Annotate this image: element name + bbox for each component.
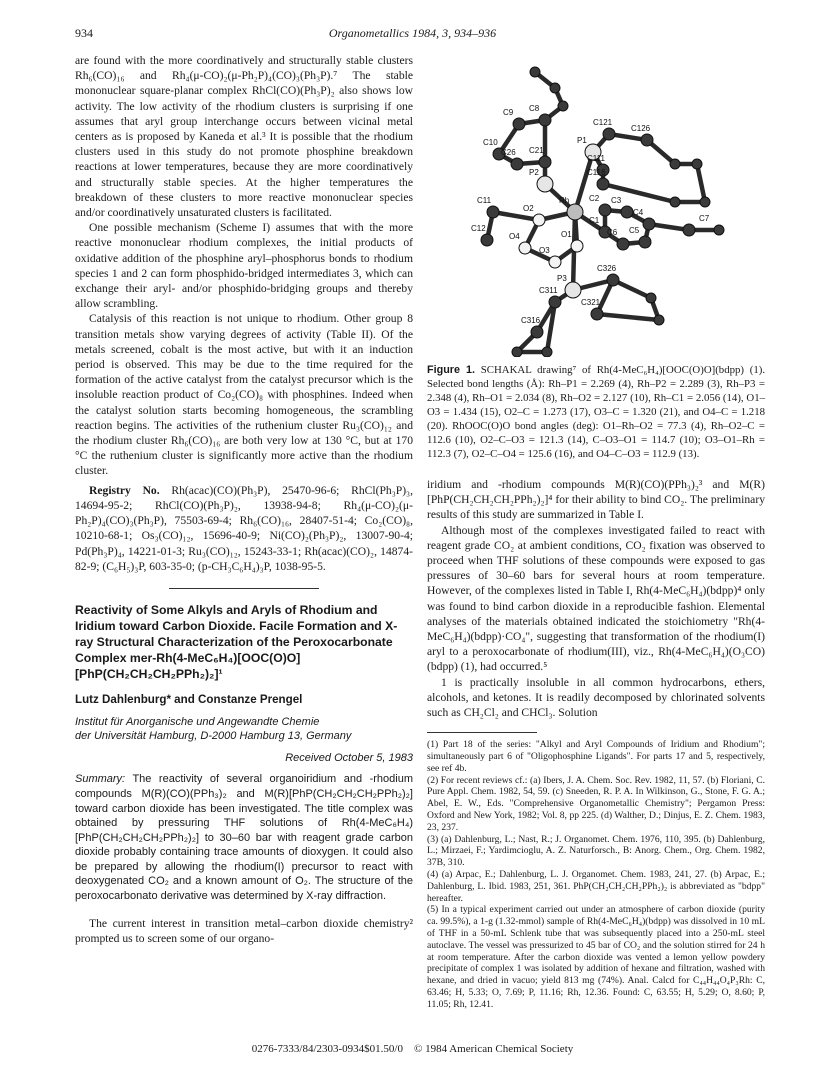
footnote-4: (4) (a) Arpac, E.; Dahlenburg, L. J. Organomet. Chem. 1983, 241, 27. (b) Arpac, E.; Dahlenburg, L. Ibid. 1983, 251, 361. PhP(CH₂CH₂CH₂PPh₂)₂ is abbreviated as "bdpp" hereafter. — [427, 869, 765, 904]
atom-c4 — [643, 218, 655, 230]
atom-label-c8: C8 — [529, 104, 540, 113]
atom-c326 — [607, 274, 619, 286]
atom-c11 — [487, 206, 499, 218]
atom-label-c26: C26 — [501, 148, 516, 157]
atom-label-c311: C311 — [539, 286, 558, 295]
atom-label-c7: C7 — [699, 214, 710, 223]
atom-c5 — [639, 236, 651, 248]
left-paragraph-2: One possible mechanism (Scheme I) assumes that with the more reactive mononuclear rhodium complexes, the initial products of oxidative addition of the phosphine aryl–phosphorus bonds to rhodium species 1 and 2 can form phosphido-bridged intermediates 3, which can exchange their aryl- and/or phosphido-bridging groups and thereby allow scrambling. — [75, 221, 413, 311]
atom-o1 — [571, 240, 583, 252]
atom-c9 — [513, 118, 525, 130]
footnote-3: (3) (a) Dahlenburg, L.; Nast, R.; J. Organomet. Chem. 1976, 110, 395. (b) Dahlenburg, L.; Mirzaei, F.; Yardimcioglu, A. Z. Naturforsch., B: Anorg. Chem., Org. Chem. 1982, 37B, 310. — [427, 833, 765, 869]
atom-label-c6: C6 — [607, 228, 618, 237]
summary-text: The reactivity of several organoiridium and -rhodium compounds M(R)(CO)(PPh₃)₂ and M(R)[PhP(CH₂CH₂CH₂PPh₂)₂] toward carbon dioxide has been investigated. The title complex was obtained by pressuring THF solutions of Rh(4-MeC₆H₄)[PhP(CH₂CH₂CH₂PPh₂)₂] to 30–60 bar with reagent grade carbon dioxide probably containing trace amounts of dioxygen. It could also be prepared by allowing the rhodium(I) precursor to react with deoxygenated CO₂ and a known amount of O₂. The structure of the peroxocarbonato derivative was determined by X-ray diffraction. — [75, 773, 413, 903]
registry-text: Rh(acac)(CO)(Ph₃P), 25470-96-6; RhCl(Ph₃P)₃, 14694-95-2; RhCl(CO)(Ph₃P)₂, 13938-94-8; Rh₄(μ-CO)₂(μ-Ph₂P)₄(CO)₃(Ph₃P), 75503-69-4; Rh₆(CO)₁₆, 28407-51-4; Co₂(CO)₈, 10210-68-1; Os₃(CO)₁₂, 15696-40-9; Ni(CO)₂(Ph₃P)₂, 13007-90-4; Pd(Ph₃P)₄, 14221-01-3; Ru₃(CO)₁₂, 15243-33-1; Rh(acac)(CO)₂, 14874-82-9; (C₆H₅)₃P, 603-35-0; (p-CH₃C₆H₄)₃P, 1038-95-5. — [75, 483, 413, 573]
atom-c7 — [683, 224, 695, 236]
right-paragraph-2: Although most of the complexes investigated failed to react with reagent grade CO₂ at ambient conditions, CO₂ fixation was observed to proceed when THF solutions of these compounds were exposed to gas pressures of 30–60 bars for several hours at room temperature. However, of the complexes listed in Table I, Rh(4-MeC₆H₄)(bdpp)⁴ only was found to bind carbon dioxide in a reproducible fashion. Elemental analyses of the materials obtained indicated the stoichiometry "Rh(4-MeC₆H₄)(bdpp)·CO₄", suggesting that transformation of the rhodium(I) aryl to a peroxocarbonate of rhodium(III), viz., Rh(4-MeC₆H₄)(O₃CO)(bdpp) (1), had occurred.⁵ — [427, 523, 765, 674]
atom-label-c12: C12 — [471, 224, 486, 233]
atom-p2 — [537, 176, 553, 192]
atom-label-c2: C2 — [589, 194, 600, 203]
atom-c8 — [539, 114, 551, 126]
right-column — [427, 52, 765, 1011]
atom-label-o2: O2 — [523, 204, 534, 213]
article-summary — [75, 772, 413, 903]
atom-p3 — [565, 282, 581, 298]
atom-c311 — [549, 296, 561, 308]
atom-label-c11: C11 — [477, 196, 492, 205]
atom-c121 — [603, 128, 615, 140]
atom-c6 — [617, 238, 629, 250]
atom-label-c3: C3 — [611, 196, 622, 205]
atom-extra-9 — [542, 347, 552, 357]
intro-paragraph: The current interest in transition metal–carbon dioxide chemistry² prompted us to screen some of our organo- — [75, 916, 413, 945]
affiliation — [75, 715, 413, 743]
footnotes — [427, 739, 765, 1010]
atom-c126 — [641, 134, 653, 146]
registry-numbers — [75, 483, 413, 574]
molecular-structure-drawing — [427, 52, 765, 357]
received-date: Received October 5, 1983 — [285, 752, 413, 765]
atom-extra-2 — [558, 101, 568, 111]
footnote-1: (1) Part 18 of the series: "Alkyl and Aryl Compounds of Iridium and Rhodium"; simultaneously part 6 of "Oligophosphine Ligands". For parts 17 and 5, respectively, see ref 4b. — [427, 739, 765, 774]
atom-c3 — [621, 206, 633, 218]
atom-o4 — [519, 242, 531, 254]
bond-C11-O2 — [493, 212, 539, 220]
atom-label-rh: Rh — [559, 196, 570, 205]
atom-label-o4: O4 — [509, 232, 520, 241]
section-divider — [169, 588, 319, 589]
atom-extra-0 — [530, 67, 540, 77]
atom-label-c5: C5 — [629, 226, 640, 235]
molecular-structure-figure — [427, 52, 765, 357]
atom-label-c10: C10 — [483, 138, 498, 147]
atom-label-c4: C4 — [633, 208, 644, 217]
atom-label-c126: C126 — [631, 124, 651, 133]
bond-extra-14 — [597, 314, 659, 320]
right-paragraph-3: 1 is practically insoluble in all common hydrocarbons, ethers, alcohols, and ketones. It is readily decomposed by chlorinated solvents such as CH₂Cl₂ and CHCl₃. Solution — [427, 675, 765, 720]
atom-extra-10 — [646, 293, 656, 303]
article-authors: Lutz Dahlenburg* and Constanze Prengel — [75, 692, 303, 706]
atom-label-c121: C121 — [593, 118, 613, 127]
atom-rh — [567, 204, 583, 220]
left-paragraph-3: Catalysis of this reaction is not unique to rhodium. Other group 8 transition metals show varying degrees of activity (Table II). Of the metals screened, cobalt is the most active, but with it an induction period is observed. This may be due to the time required for the formation of the active catalyst from the catalyst precursor which is the insoluble reaction product of Co₂(CO)₈ with phosphines. Indeed when the catalyst solution starts becoming homogeneous, the scrambling reaction begins. The activities of the ruthenium cluster Ru₃(CO)₁₂ and the rhodium cluster Rh₆(CO)₁₆ are both very low at 130 °C, but at 170 °C the ruthenium cluster is significantly more active than the rhodium cluster. — [75, 312, 413, 478]
summary-label: Summary: — [75, 773, 126, 786]
journal-header: Organometallics 1984, 3, 934–936 — [328, 26, 497, 40]
atom-label-c9: C9 — [503, 108, 514, 117]
atom-c321 — [591, 308, 603, 320]
atom-label-c321: C321 — [581, 298, 601, 307]
atom-o2 — [533, 214, 545, 226]
atom-label-o1: O1 — [561, 230, 572, 239]
atom-c21 — [539, 156, 551, 168]
atom-extra-11 — [654, 315, 664, 325]
affiliation-line-1: Institut für Anorganische und Angewandte Chemie — [75, 716, 320, 729]
registry-label: Registry No. — [89, 483, 160, 497]
bond-extra-5 — [697, 164, 705, 202]
footnote-divider — [427, 732, 537, 733]
atom-extra-5 — [700, 197, 710, 207]
atom-label-p3: P3 — [557, 274, 567, 283]
atom-c26 — [511, 158, 523, 170]
atom-label-o3: O3 — [539, 246, 550, 255]
atom-label-c21: C21 — [529, 146, 544, 155]
footer-copyright: © 1984 American Chemical Society — [413, 1043, 574, 1055]
atom-extra-6 — [670, 197, 680, 207]
figure-caption — [427, 363, 765, 461]
atom-label-c116: C116 — [587, 168, 606, 177]
page-footer — [0, 1043, 825, 1055]
caption-label: Figure 1. — [427, 364, 476, 376]
article-title: Reactivity of Some Alkyls and Aryls of Rhodium and Iridium toward Carbon Dioxide. Facile Formation and X-ray Structural Characterization of the Peroxocarbonate Complex mer-Rh(4-MeC₆H₄)[OOC(O)O][PhP(CH₂CH₂CH₂PPh₂)₂]¹ — [75, 602, 398, 681]
left-column — [75, 53, 413, 946]
page-number: 934 — [75, 26, 93, 40]
caption-text: SCHAKAL drawing⁷ of Rh(4-MeC₆H₄)[OOC(O)O](bdpp) (1). Selected bond lengths (Å): Rh–P1 = 2.269 (4), Rh–P2 = 2.289 (3), Rh–P3 = 2.348 (4), Rh–O1 = 2.034 (8), Rh–O2 = 2.127 (10), Rh–C1 = 2.056 (14), O1–O3 = 1.434 (15), O2–C = 1.273 (17), O3–C = 1.320 (21), and O4–C = 1.218 (20). RhOOC(O)O bond angles (deg): O1–Rh–O2 = 77.3 (4), Rh–O2–C = 112.6 (10), O2–C–O3 = 121.3 (14), C–O3–O1 = 114.7 (10); O3–O1–Rh = 112.3 (7), O2–C–O4 = 125.6 (16), and O4–C–O3 = 112.9 (13). — [427, 364, 766, 460]
atom-label-c326: C326 — [597, 264, 617, 273]
atom-extra-1 — [550, 83, 560, 93]
atom-label-c316: C316 — [521, 316, 541, 325]
right-paragraph-1: iridium and -rhodium compounds M(R)(CO)(PPh₃)₂³ and M(R)[PhP(CH₂CH₂CH₂PPh₂)₂]⁴ for their ability to bind CO₂. The preliminary results of this study are summarized in Table I. — [427, 478, 765, 522]
atom-c316 — [531, 326, 543, 338]
footer-code: 0276-7333/84/2303-0934$01.50/0 — [251, 1043, 403, 1055]
affiliation-line-2: der Universität Hamburg, D-2000 Hamburg 13, Germany — [75, 730, 352, 743]
atom-label-p2: P2 — [529, 168, 539, 177]
atom-extra-4 — [692, 159, 702, 169]
footnote-5: (5) In a typical experiment carried out under an atmosphere of carbon dioxide (purity ca. 99.5%), a 1-g (1.32-mmol) sample of Rh(4-MeC₆H₄)(bdpp) was dissolved in 10 mL of THF in a 50-mL Schlenk tube that was subsequently placed into a 250-mL steel autoclave. The vessel was pressurized to 45 bar of CO₂ and the solution stirred for 24 h at room temperature. After the carbon dioxide was vented a lemon yellow powdery precipitate of complex 1 was isolated by addition of hexane and filtration, washed with hexane, and dried in vacuo; yield 813 mg (74%). Anal. Calcd for C₄₄H₄₄O₄P₃Rh: C, 63.46; H, 5.33; O, 7.69; P, 11.16; Rh, 12.36. Found: C, 63.55; H, 5.29; O, 8.60; P, 11.05; Rh, 12.41. — [427, 904, 765, 1010]
atom-c12 — [481, 234, 493, 246]
atom-c116 — [597, 178, 609, 190]
footnote-2: (2) For recent reviews cf.: (a) Ibers, J. A. Chem. Soc. Rev. 1982, 11, 57. (b) Floriani, C. Pure Appl. Chem. 1982, 54, 59. (c) Sneeden, R. P. A. In Wilkinson, G., Stone, F. G. A.; Abel, E. W., Eds. "Comprehensive Organometallic Chemistry"; Pergamon Press: Oxford and New York, 1982; Vol. 8, pp 225. (d) Walther, D.; Dinjus, E. Z. Chem. 1983, 23, 237. — [427, 774, 765, 833]
atom-c2 — [599, 204, 611, 216]
atom-extra-8 — [512, 347, 522, 357]
atom-label-c1: C1 — [589, 216, 600, 225]
atom-o3 — [549, 256, 561, 268]
atom-label-c111: C111 — [587, 154, 605, 163]
atom-extra-7 — [714, 225, 724, 235]
left-paragraph-1: are found with the more coordinatively and structurally stable clusters Rh₆(CO)₁₆ and Rh₄(μ-CO)₂(μ-Ph₂P)₄(CO)₃(Ph₃P).⁷ The stable mononuclear square-planar complex RhCl(CO)(Ph₃P)₂ also shows low activity. The low activity of the rhodium clusters is surprising if one assumes that aryl group interchange occurs between vicinal metal centers as is proposed by Kaneda et al.³ It is possible that the rhodium clusters used in this study do not promote phosphine breakdown reactions at lower temperatures, because they are more coordinatively and structurally stable species. At the higher temperatures the breakdown of these clusters to more reactive mononuclear species and/or coordinatively unsaturated clusters is facilitated. — [75, 54, 413, 220]
atom-label-p1: P1 — [577, 136, 587, 145]
atom-extra-3 — [670, 159, 680, 169]
